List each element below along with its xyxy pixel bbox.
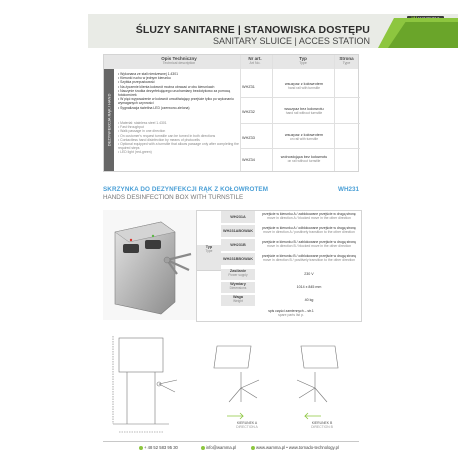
direction-b-arrow-icon bbox=[305, 413, 321, 419]
footer-email[interactable]: info@wamma.pl bbox=[201, 445, 236, 450]
row-divider bbox=[240, 123, 360, 124]
model-label: WH231A bbox=[221, 211, 255, 224]
type-cell: wsuzpaz z kołowrotem hand rail with turnstile bbox=[284, 82, 324, 91]
page-title-en: SANITARY SLUICE | ACCES STATION bbox=[212, 36, 370, 46]
row-divider bbox=[240, 97, 360, 98]
spec-label-weight: Waga Weight bbox=[221, 295, 255, 306]
page-header bbox=[0, 14, 458, 48]
th-type: Typ Type bbox=[299, 56, 307, 65]
section-title-pl: SKRZYNKA DO DEZYNFEKCJI RĄK Z KOŁOWROTEM bbox=[103, 186, 269, 193]
phone-icon bbox=[139, 446, 143, 450]
row-divider bbox=[240, 148, 360, 149]
col-divider bbox=[272, 55, 273, 171]
spec-label-dimensions: Wymiary Dimensions bbox=[221, 282, 255, 293]
turnstile-hub bbox=[164, 257, 170, 263]
spec-label-power: Zasilanie Power supply bbox=[221, 269, 255, 280]
model-description: przejście w kierunku A / odblokowane przejście w drugą stronę move in direction A / positively transition to the other direction bbox=[262, 226, 356, 234]
model-label: WH231ABOWAK bbox=[221, 225, 255, 238]
th-side: Strona Type bbox=[339, 56, 354, 65]
green-corner-tab bbox=[378, 18, 458, 48]
description-pl: • Wykonana ze stali nierdzewnej 1.4301 • Kierunki ruchu w jednym kierunku • Szybka przepustowość • Na życzenie klienta kołowrót można obracać w obu kierunkach • Naczynie środka dezynfekującego uruchamiany bezdotykowo za pomocą fotokomórek • W pięć wyposażenie w kołowrót umożliwiający przejście tylko po wykonaniu wymaganych czynności • Sygnalizacja świetlna LED (czerwono-zielona) bbox=[118, 72, 234, 110]
drawing-b-arm bbox=[297, 380, 315, 388]
drawing-b-box bbox=[301, 346, 338, 368]
drawing-b-arm bbox=[315, 388, 327, 402]
footer-website[interactable]: www.wamma.pl • www.tornado-technology.pl bbox=[251, 445, 339, 450]
type-label: Typ Type bbox=[197, 245, 221, 271]
category-side-label: DEZYNFEKCJA RĄK / HAND bbox=[104, 69, 114, 171]
type-cell: wsuzpaz bez kołowrotu hand rail without turnstile bbox=[284, 107, 324, 116]
th-art-no: Nr art. Art No. bbox=[248, 56, 262, 65]
hand-slot-right bbox=[145, 240, 161, 249]
led-green-icon bbox=[152, 235, 154, 237]
footer-phone[interactable]: + 48 52 583 95 30 bbox=[139, 445, 178, 450]
th-description: Opis Techniczny Technical description bbox=[161, 56, 197, 65]
globe-icon bbox=[251, 446, 255, 450]
drawing-b-arm bbox=[299, 388, 315, 398]
section-title bbox=[103, 186, 359, 208]
col-divider bbox=[240, 55, 241, 171]
section-code: WH231 bbox=[338, 186, 359, 193]
model-cell: WHZ34 bbox=[242, 158, 255, 162]
caption-direction-a: KIERUNEK A DIRECTION A bbox=[236, 421, 258, 429]
model-cell: WHZ33 bbox=[242, 136, 255, 140]
spec-value-dimensions: 1014 x 845 mm bbox=[296, 285, 322, 289]
description-en: • Material: stainless steel 1.4301 • Fast throughput • Walk passage in one direction • On customer's request turnstile can be turned in both directions • Contactless hand disinfection by means of photocells • Optional equipped with a turnstile that allows passage only after completing the required steps • LED light (red-green) bbox=[118, 121, 239, 155]
product-photo bbox=[103, 210, 199, 320]
section-title-en: HANDS DESINFECTION BOX WITH TURNSTILE bbox=[103, 194, 244, 201]
model-description: przejście w kierunku B / odblokowane przejście w drugą stronę move in direction B / positively transition to the other direction bbox=[261, 254, 357, 262]
model-description: przejście w kierunku B / zablokowane przejście w drugą stronę move in direction B / blocked move in the other direction bbox=[261, 240, 357, 248]
hand-slot-left bbox=[123, 244, 139, 253]
drawing-front-box bbox=[119, 338, 163, 372]
model-label: WH231B bbox=[221, 239, 255, 252]
type-cell: wsuzpaz z kołowrotem on rail with turnstile bbox=[284, 133, 324, 142]
model-spec-table bbox=[196, 210, 362, 322]
caption-direction-b: KIERUNEK B DIRECTION B bbox=[311, 421, 333, 429]
drawing-arm bbox=[159, 380, 177, 384]
type-cell: wolnostojąca bez kołowrotu on rail without turnstile bbox=[280, 155, 328, 164]
model-label: WH231BBOWAK bbox=[221, 253, 255, 266]
spec-value-weight: 40 kg bbox=[304, 298, 314, 302]
page-title-pl: ŚLUZY SANITARNE | STANOWISKA DOSTĘPU bbox=[135, 24, 370, 36]
spare-parts-note: spis części zamiennych – str.1 spare parts list p. bbox=[268, 309, 314, 317]
model-cell: WHZ32 bbox=[242, 110, 255, 114]
mail-icon bbox=[201, 446, 205, 450]
page-footer bbox=[103, 441, 359, 453]
led-red-icon bbox=[130, 239, 132, 241]
drawing-a-arm bbox=[229, 388, 241, 402]
col-divider bbox=[334, 55, 335, 171]
model-cell: WHZ31 bbox=[242, 85, 255, 89]
technical-spec-table bbox=[103, 54, 359, 172]
model-description: przejście w kierunku A / zablokowane przejście w drugą stronę move in direction A / blocked move in the other direction bbox=[262, 212, 356, 220]
drawing-a-arm bbox=[241, 388, 257, 398]
drawing-arm bbox=[159, 384, 175, 392]
table-header bbox=[104, 55, 358, 69]
drawing-a-arm bbox=[241, 380, 259, 388]
direction-a-arrow-icon bbox=[227, 413, 243, 419]
spec-value-power: 230 V bbox=[304, 272, 314, 276]
drawing-a-box bbox=[214, 346, 251, 368]
